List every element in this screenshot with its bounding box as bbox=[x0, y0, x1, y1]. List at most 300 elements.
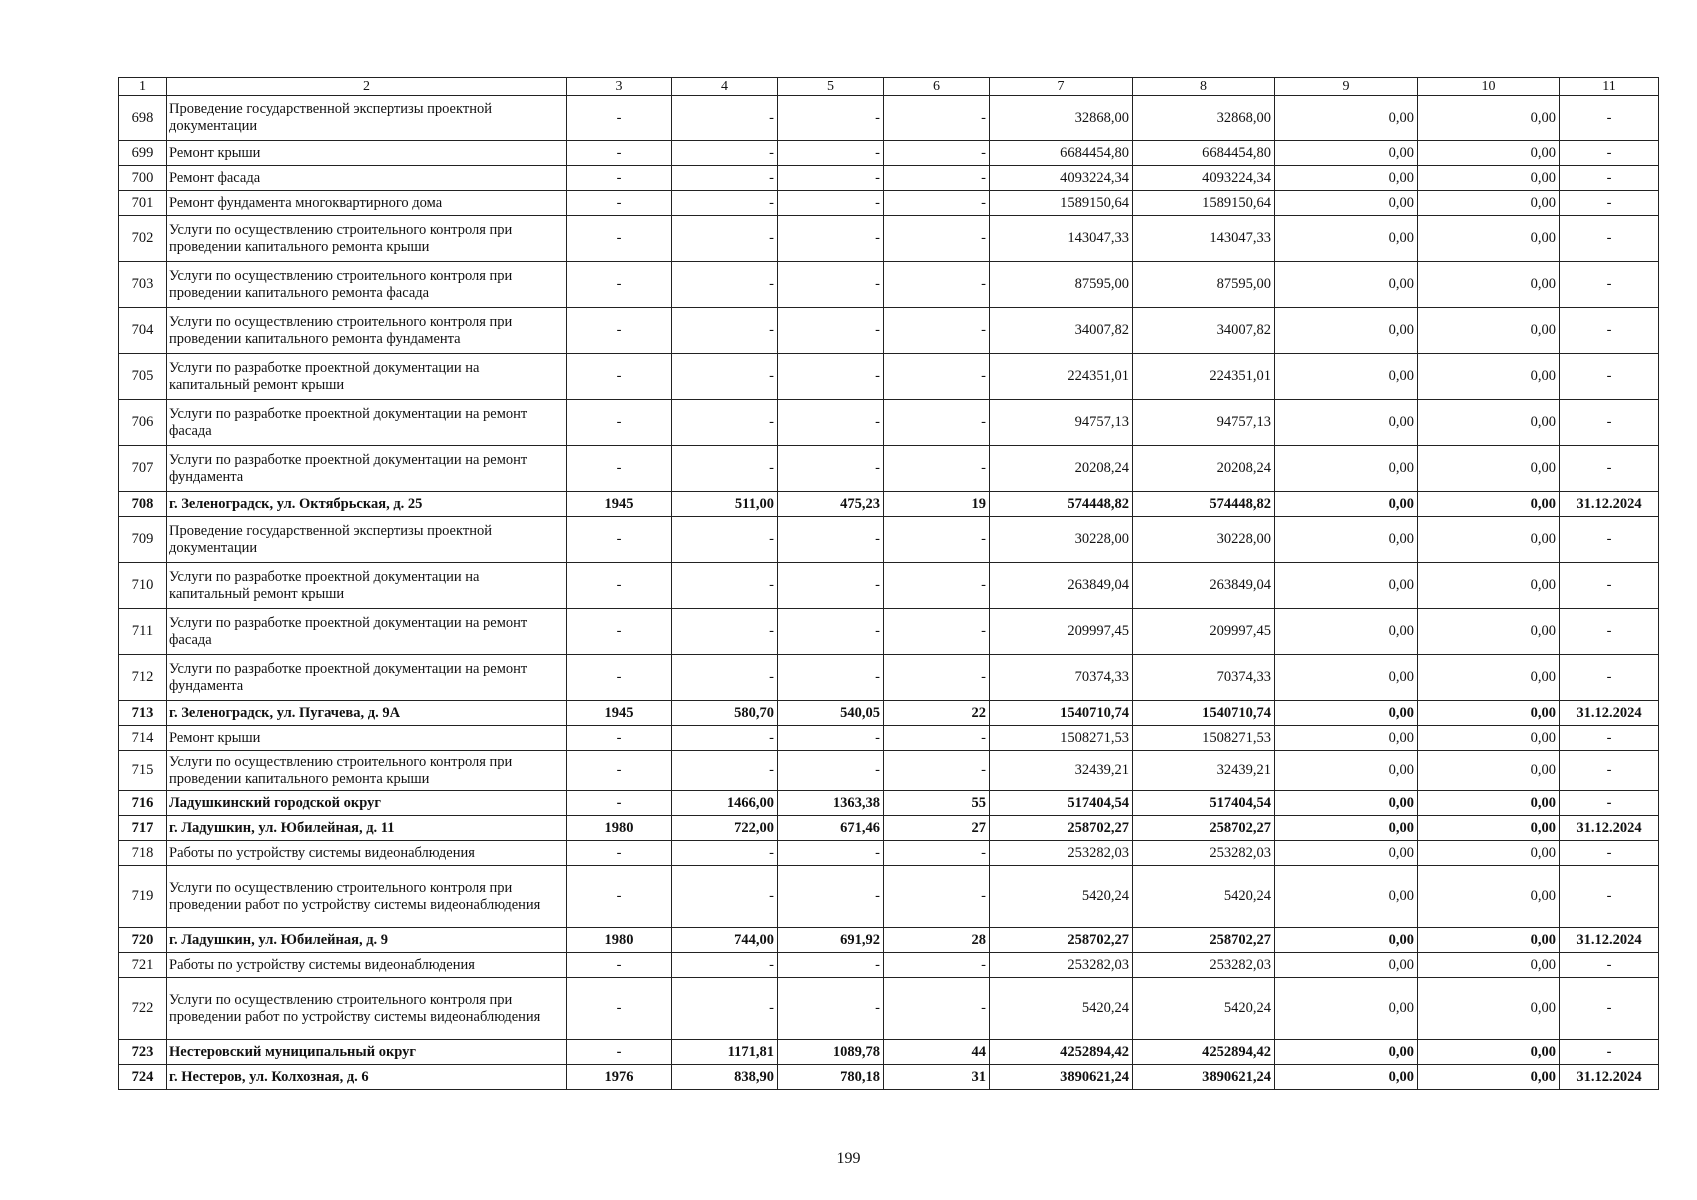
cost-fund-cell: 94757,13 bbox=[1133, 400, 1275, 446]
table-row bbox=[119, 517, 1659, 563]
cost-fund-cell: 1508271,53 bbox=[1133, 726, 1275, 751]
area-total-cell: - bbox=[672, 563, 778, 609]
cost-budget-cell: 0,00 bbox=[1275, 866, 1418, 928]
area-total-cell: - bbox=[672, 751, 778, 791]
residents-cell: - bbox=[884, 400, 990, 446]
residents-cell: 27 bbox=[884, 816, 990, 841]
area-total-cell: - bbox=[672, 953, 778, 978]
end-date-cell: - bbox=[1560, 866, 1659, 928]
cost-total-cell: 94757,13 bbox=[990, 400, 1133, 446]
row-name-cell: г. Зеленоградск, ул. Октябрьская, д. 25 bbox=[167, 492, 567, 517]
cost-other-cell: 0,00 bbox=[1418, 517, 1560, 563]
area-total-cell: - bbox=[672, 446, 778, 492]
area-living-cell: - bbox=[778, 655, 884, 701]
cost-other-cell: 0,00 bbox=[1418, 726, 1560, 751]
col-header: 2 bbox=[167, 78, 567, 96]
year-cell: - bbox=[567, 1040, 672, 1065]
end-date-cell: - bbox=[1560, 191, 1659, 216]
residents-cell: - bbox=[884, 609, 990, 655]
cost-budget-cell: 0,00 bbox=[1275, 1040, 1418, 1065]
residents-cell: 28 bbox=[884, 928, 990, 953]
cost-fund-cell: 209997,45 bbox=[1133, 609, 1275, 655]
area-total-cell: 1466,00 bbox=[672, 791, 778, 816]
row-name-cell: Проведение государственной экспертизы проектной документации bbox=[167, 96, 567, 141]
area-total-cell: - bbox=[672, 262, 778, 308]
end-date-cell: - bbox=[1560, 216, 1659, 262]
area-living-cell: - bbox=[778, 953, 884, 978]
cost-fund-cell: 574448,82 bbox=[1133, 492, 1275, 517]
cost-budget-cell: 0,00 bbox=[1275, 751, 1418, 791]
cost-other-cell: 0,00 bbox=[1418, 1065, 1560, 1090]
area-total-cell: - bbox=[672, 978, 778, 1040]
area-total-cell: - bbox=[672, 400, 778, 446]
residents-cell: - bbox=[884, 191, 990, 216]
table-row bbox=[119, 563, 1659, 609]
data-table bbox=[118, 77, 1659, 1090]
cost-budget-cell: 0,00 bbox=[1275, 978, 1418, 1040]
year-cell: - bbox=[567, 953, 672, 978]
cost-total-cell: 4252894,42 bbox=[990, 1040, 1133, 1065]
cost-other-cell: 0,00 bbox=[1418, 400, 1560, 446]
col-header: 6 bbox=[884, 78, 990, 96]
cost-total-cell: 1540710,74 bbox=[990, 701, 1133, 726]
year-cell: - bbox=[567, 400, 672, 446]
table-row bbox=[119, 953, 1659, 978]
year-cell: - bbox=[567, 751, 672, 791]
cost-fund-cell: 5420,24 bbox=[1133, 866, 1275, 928]
cost-fund-cell: 517404,54 bbox=[1133, 791, 1275, 816]
end-date-cell: - bbox=[1560, 141, 1659, 166]
area-living-cell: - bbox=[778, 96, 884, 141]
area-living-cell: - bbox=[778, 191, 884, 216]
cost-fund-cell: 1540710,74 bbox=[1133, 701, 1275, 726]
year-cell: - bbox=[567, 191, 672, 216]
cost-other-cell: 0,00 bbox=[1418, 791, 1560, 816]
col-header: 11 bbox=[1560, 78, 1659, 96]
end-date-cell: - bbox=[1560, 354, 1659, 400]
residents-cell: - bbox=[884, 446, 990, 492]
table-row bbox=[119, 191, 1659, 216]
residents-cell: - bbox=[884, 141, 990, 166]
cost-budget-cell: 0,00 bbox=[1275, 446, 1418, 492]
area-total-cell: - bbox=[672, 609, 778, 655]
cost-budget-cell: 0,00 bbox=[1275, 400, 1418, 446]
cost-fund-cell: 30228,00 bbox=[1133, 517, 1275, 563]
col-header: 8 bbox=[1133, 78, 1275, 96]
document-sheet bbox=[118, 77, 1658, 1090]
area-living-cell: 1089,78 bbox=[778, 1040, 884, 1065]
cost-total-cell: 224351,01 bbox=[990, 354, 1133, 400]
row-number-cell: 716 bbox=[119, 791, 167, 816]
cost-other-cell: 0,00 bbox=[1418, 701, 1560, 726]
row-number-cell: 714 bbox=[119, 726, 167, 751]
area-living-cell: 780,18 bbox=[778, 1065, 884, 1090]
cost-other-cell: 0,00 bbox=[1418, 354, 1560, 400]
residents-cell: - bbox=[884, 262, 990, 308]
year-cell: - bbox=[567, 655, 672, 701]
cost-budget-cell: 0,00 bbox=[1275, 1065, 1418, 1090]
table-row bbox=[119, 978, 1659, 1040]
row-number-cell: 715 bbox=[119, 751, 167, 791]
end-date-cell: - bbox=[1560, 841, 1659, 866]
cost-fund-cell: 70374,33 bbox=[1133, 655, 1275, 701]
year-cell: - bbox=[567, 446, 672, 492]
cost-other-cell: 0,00 bbox=[1418, 609, 1560, 655]
row-number-cell: 708 bbox=[119, 492, 167, 517]
area-living-cell: - bbox=[778, 751, 884, 791]
cost-total-cell: 5420,24 bbox=[990, 978, 1133, 1040]
cost-other-cell: 0,00 bbox=[1418, 191, 1560, 216]
row-number-cell: 720 bbox=[119, 928, 167, 953]
cost-fund-cell: 87595,00 bbox=[1133, 262, 1275, 308]
row-name-cell: Услуги по осуществлению строительного контроля при проведении капитального ремонта фундамента bbox=[167, 308, 567, 354]
row-name-cell: Услуги по осуществлению строительного контроля при проведении работ по устройству системы видеонаблюдения bbox=[167, 866, 567, 928]
row-name-cell: г. Зеленоградск, ул. Пугачева, д. 9А bbox=[167, 701, 567, 726]
residents-cell: - bbox=[884, 517, 990, 563]
cost-fund-cell: 32868,00 bbox=[1133, 96, 1275, 141]
row-number-cell: 702 bbox=[119, 216, 167, 262]
year-cell: - bbox=[567, 216, 672, 262]
cost-other-cell: 0,00 bbox=[1418, 928, 1560, 953]
table-row bbox=[119, 655, 1659, 701]
year-cell: - bbox=[567, 517, 672, 563]
row-name-cell: г. Ладушкин, ул. Юбилейная, д. 11 bbox=[167, 816, 567, 841]
area-living-cell: - bbox=[778, 446, 884, 492]
end-date-cell: - bbox=[1560, 563, 1659, 609]
table-row bbox=[119, 446, 1659, 492]
cost-other-cell: 0,00 bbox=[1418, 492, 1560, 517]
row-number-cell: 719 bbox=[119, 866, 167, 928]
end-date-cell: - bbox=[1560, 400, 1659, 446]
row-number-cell: 707 bbox=[119, 446, 167, 492]
end-date-cell: - bbox=[1560, 262, 1659, 308]
row-name-cell: Услуги по осуществлению строительного контроля при проведении капитального ремонта крыши bbox=[167, 751, 567, 791]
cost-budget-cell: 0,00 bbox=[1275, 517, 1418, 563]
area-living-cell: - bbox=[778, 866, 884, 928]
cost-budget-cell: 0,00 bbox=[1275, 141, 1418, 166]
cost-other-cell: 0,00 bbox=[1418, 262, 1560, 308]
cost-other-cell: 0,00 bbox=[1418, 953, 1560, 978]
cost-budget-cell: 0,00 bbox=[1275, 354, 1418, 400]
table-row bbox=[119, 791, 1659, 816]
row-name-cell: Ремонт фасада bbox=[167, 166, 567, 191]
table-row bbox=[119, 141, 1659, 166]
year-cell: 1980 bbox=[567, 816, 672, 841]
cost-fund-cell: 143047,33 bbox=[1133, 216, 1275, 262]
end-date-cell: 31.12.2024 bbox=[1560, 492, 1659, 517]
table-row bbox=[119, 928, 1659, 953]
cost-total-cell: 143047,33 bbox=[990, 216, 1133, 262]
area-total-cell: - bbox=[672, 866, 778, 928]
area-living-cell: - bbox=[778, 726, 884, 751]
residents-cell: - bbox=[884, 726, 990, 751]
end-date-cell: - bbox=[1560, 96, 1659, 141]
row-name-cell: Услуги по разработке проектной документации на ремонт фундамента bbox=[167, 446, 567, 492]
table-row bbox=[119, 166, 1659, 191]
row-number-cell: 703 bbox=[119, 262, 167, 308]
cost-budget-cell: 0,00 bbox=[1275, 791, 1418, 816]
table-row bbox=[119, 308, 1659, 354]
table-row bbox=[119, 1040, 1659, 1065]
table-row bbox=[119, 701, 1659, 726]
row-number-cell: 713 bbox=[119, 701, 167, 726]
area-total-cell: - bbox=[672, 726, 778, 751]
residents-cell: - bbox=[884, 166, 990, 191]
area-living-cell: 671,46 bbox=[778, 816, 884, 841]
row-name-cell: Работы по устройству системы видеонаблюдения bbox=[167, 953, 567, 978]
area-total-cell: - bbox=[672, 141, 778, 166]
cost-budget-cell: 0,00 bbox=[1275, 841, 1418, 866]
residents-cell: - bbox=[884, 655, 990, 701]
end-date-cell: - bbox=[1560, 517, 1659, 563]
area-living-cell: 475,23 bbox=[778, 492, 884, 517]
cost-total-cell: 517404,54 bbox=[990, 791, 1133, 816]
cost-budget-cell: 0,00 bbox=[1275, 216, 1418, 262]
cost-other-cell: 0,00 bbox=[1418, 1040, 1560, 1065]
table-row bbox=[119, 96, 1659, 141]
cost-total-cell: 258702,27 bbox=[990, 816, 1133, 841]
residents-cell: - bbox=[884, 354, 990, 400]
year-cell: - bbox=[567, 308, 672, 354]
residents-cell: - bbox=[884, 953, 990, 978]
area-total-cell: 1171,81 bbox=[672, 1040, 778, 1065]
table-row bbox=[119, 354, 1659, 400]
area-living-cell: - bbox=[778, 166, 884, 191]
row-number-cell: 718 bbox=[119, 841, 167, 866]
residents-cell: 55 bbox=[884, 791, 990, 816]
end-date-cell: 31.12.2024 bbox=[1560, 1065, 1659, 1090]
cost-other-cell: 0,00 bbox=[1418, 563, 1560, 609]
cost-fund-cell: 4093224,34 bbox=[1133, 166, 1275, 191]
residents-cell: 31 bbox=[884, 1065, 990, 1090]
row-number-cell: 704 bbox=[119, 308, 167, 354]
row-name-cell: Услуги по осуществлению строительного контроля при проведении работ по устройству системы видеонаблюдения bbox=[167, 978, 567, 1040]
year-cell: 1945 bbox=[567, 701, 672, 726]
row-number-cell: 712 bbox=[119, 655, 167, 701]
year-cell: - bbox=[567, 141, 672, 166]
row-name-cell: Услуги по разработке проектной документации на ремонт фасада bbox=[167, 609, 567, 655]
area-living-cell: - bbox=[778, 517, 884, 563]
end-date-cell: 31.12.2024 bbox=[1560, 816, 1659, 841]
area-total-cell: - bbox=[672, 166, 778, 191]
row-number-cell: 721 bbox=[119, 953, 167, 978]
cost-fund-cell: 3890621,24 bbox=[1133, 1065, 1275, 1090]
row-number-cell: 711 bbox=[119, 609, 167, 655]
end-date-cell: - bbox=[1560, 308, 1659, 354]
end-date-cell: - bbox=[1560, 446, 1659, 492]
row-number-cell: 722 bbox=[119, 978, 167, 1040]
cost-total-cell: 253282,03 bbox=[990, 953, 1133, 978]
residents-cell: - bbox=[884, 308, 990, 354]
end-date-cell: - bbox=[1560, 726, 1659, 751]
table-row bbox=[119, 866, 1659, 928]
cost-other-cell: 0,00 bbox=[1418, 141, 1560, 166]
row-name-cell: Ремонт крыши bbox=[167, 141, 567, 166]
area-total-cell: - bbox=[672, 517, 778, 563]
cost-budget-cell: 0,00 bbox=[1275, 655, 1418, 701]
end-date-cell: - bbox=[1560, 655, 1659, 701]
area-total-cell: 580,70 bbox=[672, 701, 778, 726]
area-total-cell: - bbox=[672, 191, 778, 216]
area-total-cell: 838,90 bbox=[672, 1065, 778, 1090]
year-cell: 1980 bbox=[567, 928, 672, 953]
cost-total-cell: 34007,82 bbox=[990, 308, 1133, 354]
col-header: 7 bbox=[990, 78, 1133, 96]
cost-budget-cell: 0,00 bbox=[1275, 953, 1418, 978]
row-name-cell: Ремонт фундамента многоквартирного дома bbox=[167, 191, 567, 216]
cost-budget-cell: 0,00 bbox=[1275, 166, 1418, 191]
table-row bbox=[119, 216, 1659, 262]
area-living-cell: - bbox=[778, 978, 884, 1040]
col-header: 3 bbox=[567, 78, 672, 96]
area-total-cell: - bbox=[672, 841, 778, 866]
year-cell: - bbox=[567, 262, 672, 308]
area-living-cell: - bbox=[778, 563, 884, 609]
cost-other-cell: 0,00 bbox=[1418, 446, 1560, 492]
area-living-cell: - bbox=[778, 262, 884, 308]
row-number-cell: 717 bbox=[119, 816, 167, 841]
end-date-cell: - bbox=[1560, 609, 1659, 655]
cost-budget-cell: 0,00 bbox=[1275, 308, 1418, 354]
area-living-cell: - bbox=[778, 141, 884, 166]
cost-fund-cell: 263849,04 bbox=[1133, 563, 1275, 609]
row-name-cell: г. Ладушкин, ул. Юбилейная, д. 9 bbox=[167, 928, 567, 953]
table-row bbox=[119, 609, 1659, 655]
cost-other-cell: 0,00 bbox=[1418, 655, 1560, 701]
row-name-cell: Услуги по разработке проектной документации на капитальный ремонт крыши bbox=[167, 563, 567, 609]
end-date-cell: - bbox=[1560, 978, 1659, 1040]
area-total-cell: - bbox=[672, 354, 778, 400]
cost-total-cell: 1589150,64 bbox=[990, 191, 1133, 216]
cost-total-cell: 32868,00 bbox=[990, 96, 1133, 141]
row-number-cell: 705 bbox=[119, 354, 167, 400]
cost-fund-cell: 34007,82 bbox=[1133, 308, 1275, 354]
cost-total-cell: 30228,00 bbox=[990, 517, 1133, 563]
row-number-cell: 701 bbox=[119, 191, 167, 216]
cost-budget-cell: 0,00 bbox=[1275, 96, 1418, 141]
cost-total-cell: 209997,45 bbox=[990, 609, 1133, 655]
cost-fund-cell: 6684454,80 bbox=[1133, 141, 1275, 166]
row-number-cell: 709 bbox=[119, 517, 167, 563]
row-number-cell: 724 bbox=[119, 1065, 167, 1090]
row-name-cell: г. Нестеров, ул. Колхозная, д. 6 bbox=[167, 1065, 567, 1090]
area-living-cell: - bbox=[778, 216, 884, 262]
area-living-cell: - bbox=[778, 609, 884, 655]
row-name-cell: Ремонт крыши bbox=[167, 726, 567, 751]
cost-fund-cell: 253282,03 bbox=[1133, 841, 1275, 866]
end-date-cell: - bbox=[1560, 751, 1659, 791]
year-cell: 1976 bbox=[567, 1065, 672, 1090]
cost-budget-cell: 0,00 bbox=[1275, 262, 1418, 308]
area-living-cell: 1363,38 bbox=[778, 791, 884, 816]
year-cell: - bbox=[567, 726, 672, 751]
residents-cell: 19 bbox=[884, 492, 990, 517]
residents-cell: - bbox=[884, 216, 990, 262]
area-living-cell: - bbox=[778, 308, 884, 354]
cost-fund-cell: 224351,01 bbox=[1133, 354, 1275, 400]
cost-total-cell: 70374,33 bbox=[990, 655, 1133, 701]
cost-total-cell: 4093224,34 bbox=[990, 166, 1133, 191]
cost-total-cell: 87595,00 bbox=[990, 262, 1133, 308]
col-header: 5 bbox=[778, 78, 884, 96]
area-total-cell: 722,00 bbox=[672, 816, 778, 841]
residents-cell: 44 bbox=[884, 1040, 990, 1065]
end-date-cell: 31.12.2024 bbox=[1560, 928, 1659, 953]
area-living-cell: - bbox=[778, 841, 884, 866]
row-name-cell: Услуги по разработке проектной документации на ремонт фасада bbox=[167, 400, 567, 446]
end-date-cell: - bbox=[1560, 791, 1659, 816]
row-number-cell: 710 bbox=[119, 563, 167, 609]
area-total-cell: - bbox=[672, 96, 778, 141]
row-number-cell: 698 bbox=[119, 96, 167, 141]
area-living-cell: - bbox=[778, 354, 884, 400]
table-row bbox=[119, 492, 1659, 517]
residents-cell: - bbox=[884, 841, 990, 866]
cost-fund-cell: 4252894,42 bbox=[1133, 1040, 1275, 1065]
area-total-cell: - bbox=[672, 216, 778, 262]
cost-total-cell: 253282,03 bbox=[990, 841, 1133, 866]
residents-cell: - bbox=[884, 96, 990, 141]
row-name-cell: Услуги по разработке проектной документации на ремонт фундамента bbox=[167, 655, 567, 701]
row-name-cell: Услуги по осуществлению строительного контроля при проведении капитального ремонта крыши bbox=[167, 216, 567, 262]
table-row bbox=[119, 400, 1659, 446]
row-name-cell: Работы по устройству системы видеонаблюдения bbox=[167, 841, 567, 866]
cost-budget-cell: 0,00 bbox=[1275, 492, 1418, 517]
residents-cell: - bbox=[884, 563, 990, 609]
row-name-cell: Услуги по разработке проектной документации на капитальный ремонт крыши bbox=[167, 354, 567, 400]
residents-cell: - bbox=[884, 978, 990, 1040]
area-total-cell: - bbox=[672, 308, 778, 354]
cost-other-cell: 0,00 bbox=[1418, 166, 1560, 191]
cost-total-cell: 1508271,53 bbox=[990, 726, 1133, 751]
year-cell: - bbox=[567, 609, 672, 655]
cost-other-cell: 0,00 bbox=[1418, 751, 1560, 791]
cost-total-cell: 258702,27 bbox=[990, 928, 1133, 953]
cost-total-cell: 6684454,80 bbox=[990, 141, 1133, 166]
cost-total-cell: 32439,21 bbox=[990, 751, 1133, 791]
cost-total-cell: 574448,82 bbox=[990, 492, 1133, 517]
cost-other-cell: 0,00 bbox=[1418, 978, 1560, 1040]
area-total-cell: 744,00 bbox=[672, 928, 778, 953]
row-name-cell: Проведение государственной экспертизы проектной документации bbox=[167, 517, 567, 563]
year-cell: - bbox=[567, 866, 672, 928]
table-row bbox=[119, 726, 1659, 751]
cost-total-cell: 5420,24 bbox=[990, 866, 1133, 928]
cost-budget-cell: 0,00 bbox=[1275, 928, 1418, 953]
cost-other-cell: 0,00 bbox=[1418, 96, 1560, 141]
cost-fund-cell: 20208,24 bbox=[1133, 446, 1275, 492]
row-name-cell: Ладушкинский городской округ bbox=[167, 791, 567, 816]
area-total-cell: - bbox=[672, 655, 778, 701]
table-row bbox=[119, 816, 1659, 841]
area-total-cell: 511,00 bbox=[672, 492, 778, 517]
cost-fund-cell: 32439,21 bbox=[1133, 751, 1275, 791]
row-number-cell: 706 bbox=[119, 400, 167, 446]
cost-fund-cell: 5420,24 bbox=[1133, 978, 1275, 1040]
col-header: 1 bbox=[119, 78, 167, 96]
cost-other-cell: 0,00 bbox=[1418, 866, 1560, 928]
residents-cell: - bbox=[884, 866, 990, 928]
cost-budget-cell: 0,00 bbox=[1275, 191, 1418, 216]
row-number-cell: 723 bbox=[119, 1040, 167, 1065]
cost-total-cell: 3890621,24 bbox=[990, 1065, 1133, 1090]
row-number-cell: 699 bbox=[119, 141, 167, 166]
col-header: 4 bbox=[672, 78, 778, 96]
year-cell: - bbox=[567, 166, 672, 191]
table-row bbox=[119, 262, 1659, 308]
end-date-cell: - bbox=[1560, 166, 1659, 191]
cost-budget-cell: 0,00 bbox=[1275, 701, 1418, 726]
